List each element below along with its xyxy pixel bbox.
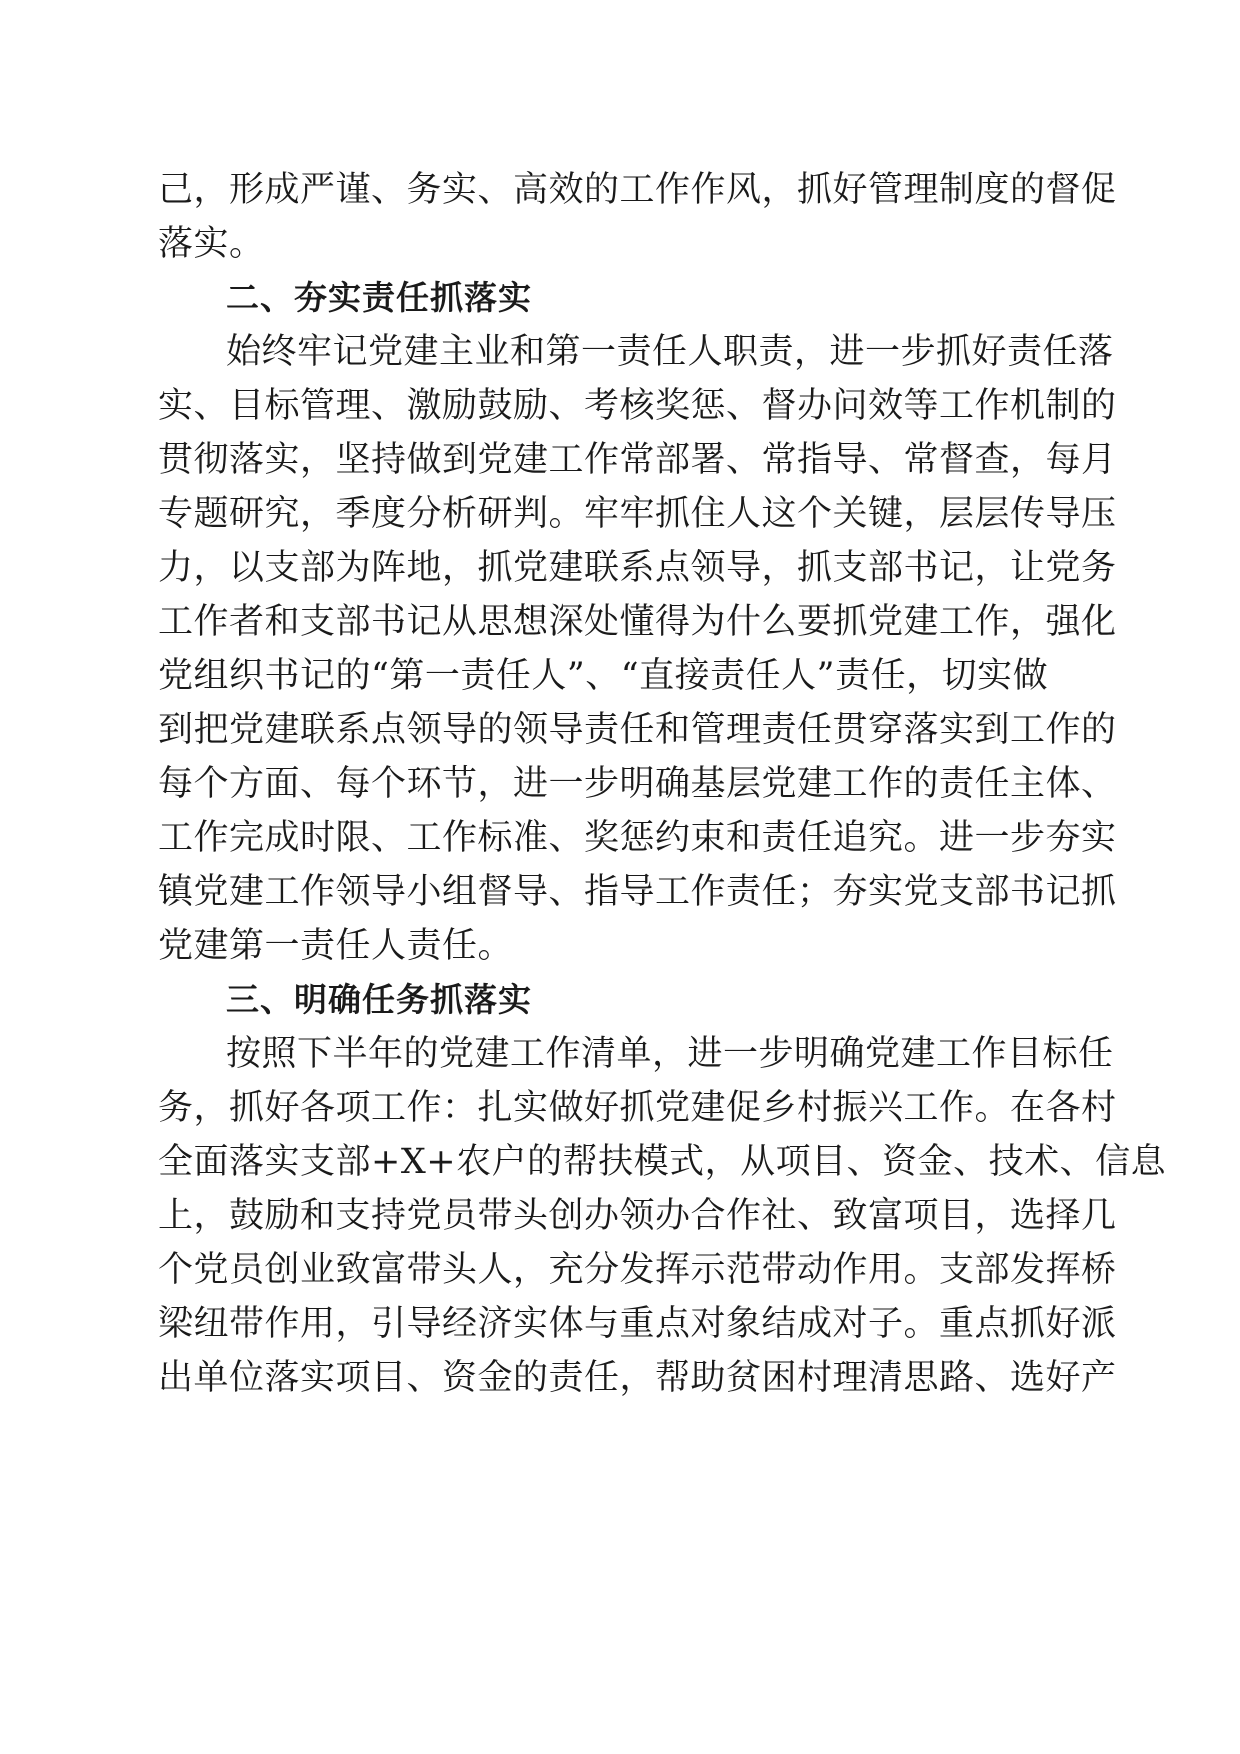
body-text-line: 落实。 [158,224,265,264]
body-text-line: 工作者和支部书记从思想深处懂得为什么要抓党建工作，强化 [158,602,1117,642]
body-text-line: 梁纽带作用，引导经济实体与重点对象结成对子。重点抓好派 [158,1304,1117,1344]
body-text-line: 贯彻落实，坚持做到党建工作常部署、常指导、常督查，每月 [158,440,1117,480]
body-text-line: 个党员创业致富带头人，充分发挥示范带动作用。支部发挥桥 [158,1250,1117,1290]
body-text-line: 己，形成严谨、务实、高效的工作作风，抓好管理制度的督促 [158,170,1117,210]
section-heading-3: 三、明确任务抓落实 [226,980,532,1019]
body-text-line: 专题研究，季度分析研判。牢牢抓住人这个关键，层层传导压 [158,494,1117,534]
body-text-line: 党建第一责任人责任。 [158,926,514,966]
body-text-line: 党组织书记的“第一责任人”、“直接责任人”责任，切实做 [158,656,1049,696]
body-text-line: 出单位落实项目、资金的责任，帮助贫困村理清思路、选好产 [158,1358,1117,1398]
body-text-line: 镇党建工作领导小组督导、指导工作责任；夯实党支部书记抓 [158,872,1117,912]
body-text-line: 力，以支部为阵地，抓党建联系点领导，抓支部书记，让党务 [158,548,1117,588]
section-heading-2: 二、夯实责任抓落实 [226,278,532,317]
body-text-line: 务，抓好各项工作：扎实做好抓党建促乡村振兴工作。在各村 [158,1088,1117,1128]
body-text-line: 全面落实支部+X+农户的帮扶模式，从项目、资金、技术、信息 [158,1142,1167,1182]
body-text-line: 按照下半年的党建工作清单，进一步明确党建工作目标任 [226,1034,1114,1074]
body-text-line: 到把党建联系点领导的领导责任和管理责任贯穿落实到工作的 [158,710,1117,750]
body-text-line: 每个方面、每个环节，进一步明确基层党建工作的责任主体、 [158,764,1117,804]
body-text-line: 始终牢记党建主业和第一责任人职责，进一步抓好责任落 [226,332,1114,372]
body-text-line: 实、目标管理、激励鼓励、考核奖惩、督办问效等工作机制的 [158,386,1117,426]
body-text-line: 工作完成时限、工作标准、奖惩约束和责任追究。进一步夯实 [158,818,1117,858]
body-text-line: 上，鼓励和支持党员带头创办领办合作社、致富项目，选择几 [158,1196,1117,1236]
